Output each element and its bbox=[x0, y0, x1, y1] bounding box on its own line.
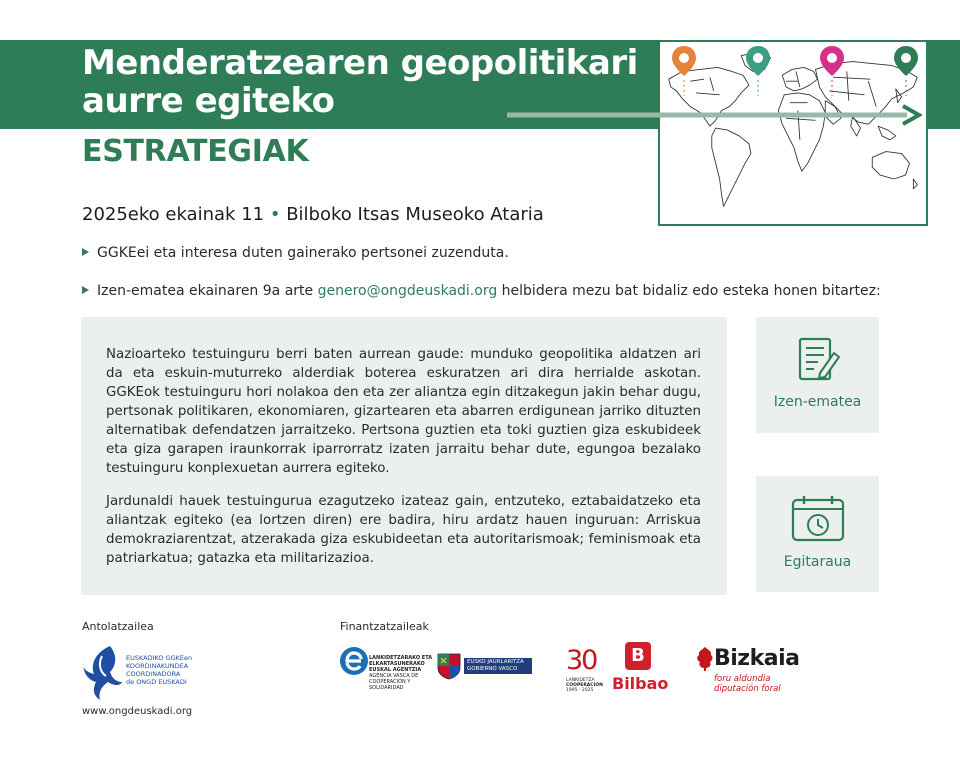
gov-line-2: GOBIERNO VASCO bbox=[467, 666, 518, 672]
bizkaia-line-1: foru aldundia bbox=[714, 674, 771, 684]
funders-label: Finantzatzaileak bbox=[340, 620, 429, 633]
event-venue: Bilboko Itsas Museoko Ataria bbox=[286, 204, 544, 225]
registration-info bbox=[82, 282, 881, 300]
location-pin-green-icon bbox=[894, 46, 918, 96]
email-link[interactable]: genero@ongdeuskadi.org bbox=[317, 283, 498, 299]
event-date: 2025eko ekainak 11 bbox=[82, 204, 265, 225]
form-pencil-icon bbox=[794, 335, 842, 383]
anniv-line-2: COOPERACIÓN bbox=[566, 683, 603, 688]
audience-text: GGKEei eta interesa duten gainerako pertsonei zuzenduta. bbox=[97, 245, 509, 261]
title-line-1: Menderatzearen geopolitikari bbox=[82, 43, 638, 83]
audience-info bbox=[82, 244, 509, 262]
page-subtitle: ESTRATEGIAK bbox=[82, 134, 309, 169]
bilbao-b-icon: B bbox=[625, 642, 651, 670]
agency-line-4: AGENCIA VASCA DE bbox=[369, 673, 419, 679]
bilbao-name: Bilbao bbox=[612, 674, 669, 693]
anniv-years: 1995 - 2025 bbox=[566, 688, 594, 693]
agency-line-1: LANKIDETZARAKO ETA bbox=[369, 655, 433, 661]
agency-line-6: SOLIDARIDAD bbox=[369, 685, 404, 691]
bilbao-logo bbox=[612, 642, 668, 698]
location-pin-orange-icon bbox=[672, 46, 696, 96]
gov-line-1: EUSKO JAURLARITZA bbox=[467, 659, 524, 665]
register-label: Izen-ematea bbox=[773, 394, 862, 410]
location-pin-magenta-icon bbox=[820, 46, 844, 96]
bullet-triangle-icon bbox=[82, 248, 89, 256]
bizkaia-name: Bizkaia bbox=[714, 646, 800, 671]
bizkaia-line-2: diputación foral bbox=[714, 684, 781, 694]
bullet-triangle-icon bbox=[82, 286, 89, 294]
calendar-clock-icon bbox=[790, 494, 846, 544]
title-line-2: aurre egiteko bbox=[82, 81, 335, 121]
program-button[interactable] bbox=[756, 476, 879, 592]
program-label: Egitaraua bbox=[783, 554, 852, 570]
bizkaia-logo bbox=[696, 642, 806, 698]
org-name-eu-2: KOORDINAKUNDEA bbox=[126, 662, 189, 670]
anniv-line-1: LANKIDETZA bbox=[566, 678, 595, 683]
registration-suffix: helbidera mezu bat bidaliz edo esteka honen bitartez: bbox=[501, 283, 881, 299]
agency-e-icon bbox=[339, 646, 369, 676]
agency-line-2: ELKARTASUNERAKO bbox=[369, 661, 425, 667]
agency-line-5: COOPERACIÓN Y bbox=[369, 679, 411, 685]
ongd-swirl-icon bbox=[80, 642, 124, 702]
agency-line-3: EUSKAL AGENTZIA bbox=[369, 667, 422, 673]
org-name-eu-1: EUSKADIKO GGKEen bbox=[126, 654, 193, 662]
org-name-es-2: de ONGD EUSKADI bbox=[126, 678, 187, 686]
event-date-venue bbox=[82, 204, 544, 226]
register-button[interactable] bbox=[756, 317, 879, 433]
description-paragraph-2: Jardunaldi hauek testuingurua ezagutzeko izateaz gain, entzuteko, eztabaidatzeko eta aliantzak egiteko (ea lortzen diren) ere badira, hiru ardatz hauen inguruan: Arriskua demokraziarentzat, atzerakada giza eskubideetan eta autoritarismoak; feminismoak eta patriarkatua; gatazka eta militarizazioa. bbox=[106, 494, 701, 566]
coat-of-arms-icon bbox=[436, 652, 462, 680]
oak-leaf-icon bbox=[696, 646, 714, 672]
separator-dot: • bbox=[269, 204, 281, 225]
location-pins bbox=[672, 40, 922, 102]
description-panel bbox=[81, 317, 727, 595]
organizer-label: Antolatzailea bbox=[82, 620, 154, 633]
basque-government-logo bbox=[436, 652, 534, 680]
description-paragraph-1: Nazioarteko testuinguru berri baten aurrean gaude: munduko geopolitika aldatzen ari da eta eskuin-muturreko alderdiak boterea eskuratzen ari dira herrialde askotan. GGKEok testuinguru hori nolakoa den eta zer aliantza egin ditzakegun jakin behar dugu, pertsonak politikaren, ekonomiaren, gizartearen eta abarren erdigunean jarriko dituzten alternatibak defendatzen jarraitzeko. Pertsona guztien eta toki guztien giza eskubideek eta giza garapen iraunkorrak iparrorratz izaten jarraitu behar dute, egungoa bezalako testuinguru konplexuetan aurrera egiteko. bbox=[106, 347, 701, 476]
lankidetza-30-logo bbox=[562, 646, 606, 698]
timeline-arrow bbox=[507, 104, 922, 126]
org-name-es-1: COORDINADORA bbox=[126, 670, 181, 678]
ongd-euskadi-logo bbox=[80, 642, 200, 702]
registration-prefix: Izen-ematea ekainaren 9a arte bbox=[97, 283, 314, 299]
website-link[interactable]: www.ongdeuskadi.org bbox=[82, 706, 193, 717]
location-pin-teal-icon bbox=[746, 46, 770, 96]
anniv-number: 30 bbox=[566, 645, 597, 676]
elkartasun-agency-logo bbox=[339, 646, 435, 696]
